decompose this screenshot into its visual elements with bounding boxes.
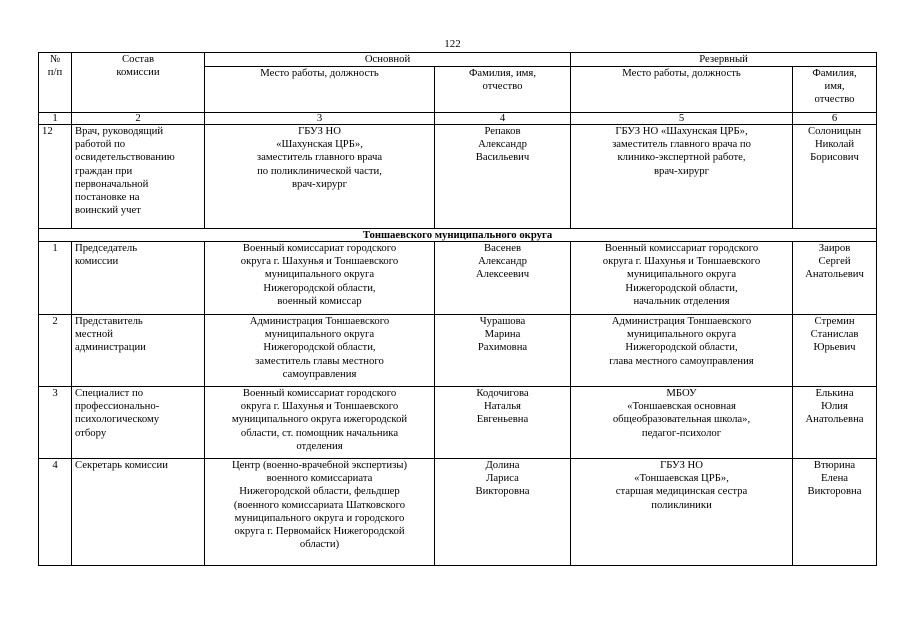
reserve-name-cell: Елькина Юлия Анатольевна [793, 387, 877, 459]
table-row [39, 242, 877, 315]
main-name-cell: Кодочигова Наталья Евгеньевна [435, 387, 571, 459]
main-workplace-cell: Центр (военно-врачебной экспертизы) военного комиссариата Нижегородской области, фельдшер (военного комиссариата Шатковского муниципального округа и городского округа г. Первомайск Нижегородской области) [205, 459, 435, 566]
table-row [39, 315, 877, 387]
column-number: 5 [571, 113, 793, 125]
reserve-workplace-cell: ГБУЗ НО «Тоншаевская ЦРБ», старшая медицинская сестра поликлиники [571, 459, 793, 566]
row-number: 4 [39, 459, 72, 566]
row-number: 3 [39, 387, 72, 459]
column-number: 3 [205, 113, 435, 125]
main-workplace-cell: Военный комиссариат городского округа г. Шахунья и Тоншаевского муниципального округа Нижегородской области, военный комиссар [205, 242, 435, 315]
role-cell: Представитель местной администрации [72, 315, 205, 387]
row-number: 12 [39, 125, 72, 229]
role-cell: Специалист по профессионально- психологическому отбору [72, 387, 205, 459]
row-number: 2 [39, 315, 72, 387]
reserve-name-cell: Заиров Сергей Анатольевич [793, 242, 877, 315]
column-numbers-row [39, 113, 877, 125]
main-workplace-cell: ГБУЗ НО «Шахунская ЦРБ», заместитель главного врача по поликлинической части, врач-хирург [205, 125, 435, 229]
header-composition: Состав комиссии [72, 53, 205, 113]
table-row [39, 459, 877, 566]
role-cell: Врач, руководящий работой по освидетельствованию граждан при первоначальной постановке на воинский учет [72, 125, 205, 229]
header-primary-workplace: Место работы, должность [205, 67, 435, 113]
column-number: 1 [39, 113, 72, 125]
column-number: 2 [72, 113, 205, 125]
reserve-name-cell: Солоницын Николай Борисович [793, 125, 877, 229]
main-name-cell: Долина Лариса Викторовна [435, 459, 571, 566]
main-name-cell: Васенев Александр Алексеевич [435, 242, 571, 315]
page-number: 122 [444, 38, 461, 50]
section-row [39, 229, 877, 242]
column-number: 4 [435, 113, 571, 125]
reserve-workplace-cell: Военный комиссариат городского округа г. Шахунья и Тоншаевского муниципального округа Нижегородской области, начальник отделения [571, 242, 793, 315]
header-primary-fio: Фамилия, имя, отчество [435, 67, 571, 113]
reserve-workplace-cell: МБОУ «Тоншаевская основная общеобразовательная школа», педагог-психолог [571, 387, 793, 459]
header-reserve-fio: Фамилия, имя, отчество [793, 67, 877, 113]
table-row [39, 125, 877, 229]
column-number: 6 [793, 113, 877, 125]
header-primary: Основной [205, 53, 571, 67]
role-cell: Председатель комиссии [72, 242, 205, 315]
reserve-workplace-cell: ГБУЗ НО «Шахунская ЦРБ», заместитель главного врача по клинико-экспертной работе, врач-хирург [571, 125, 793, 229]
reserve-workplace-cell: Администрация Тоншаевского муниципального округа Нижегородской области, глава местного самоуправления [571, 315, 793, 387]
header-reserve-workplace: Место работы, должность [571, 67, 793, 113]
main-name-cell: Чурашова Марина Рахимовна [435, 315, 571, 387]
section-title: Тоншаевского муниципального округа [39, 229, 877, 242]
main-name-cell: Репаков Александр Васильевич [435, 125, 571, 229]
reserve-name-cell: Втюрина Елена Викторовна [793, 459, 877, 566]
commission-table [38, 52, 877, 566]
reserve-name-cell: Стремин Станислав Юрьевич [793, 315, 877, 387]
main-workplace-cell: Военный комиссариат городского округа г. Шахунья и Тоншаевского муниципального округа ижегородской области, ст. помощник начальника отделения [205, 387, 435, 459]
role-cell: Секретарь комиссии [72, 459, 205, 566]
header-num: № п/п [39, 53, 72, 113]
header-reserve: Резервный [571, 53, 877, 67]
main-workplace-cell: Администрация Тоншаевского муниципального округа Нижегородской области, заместитель главы местного самоуправления [205, 315, 435, 387]
row-number: 1 [39, 242, 72, 315]
table-row [39, 387, 877, 459]
